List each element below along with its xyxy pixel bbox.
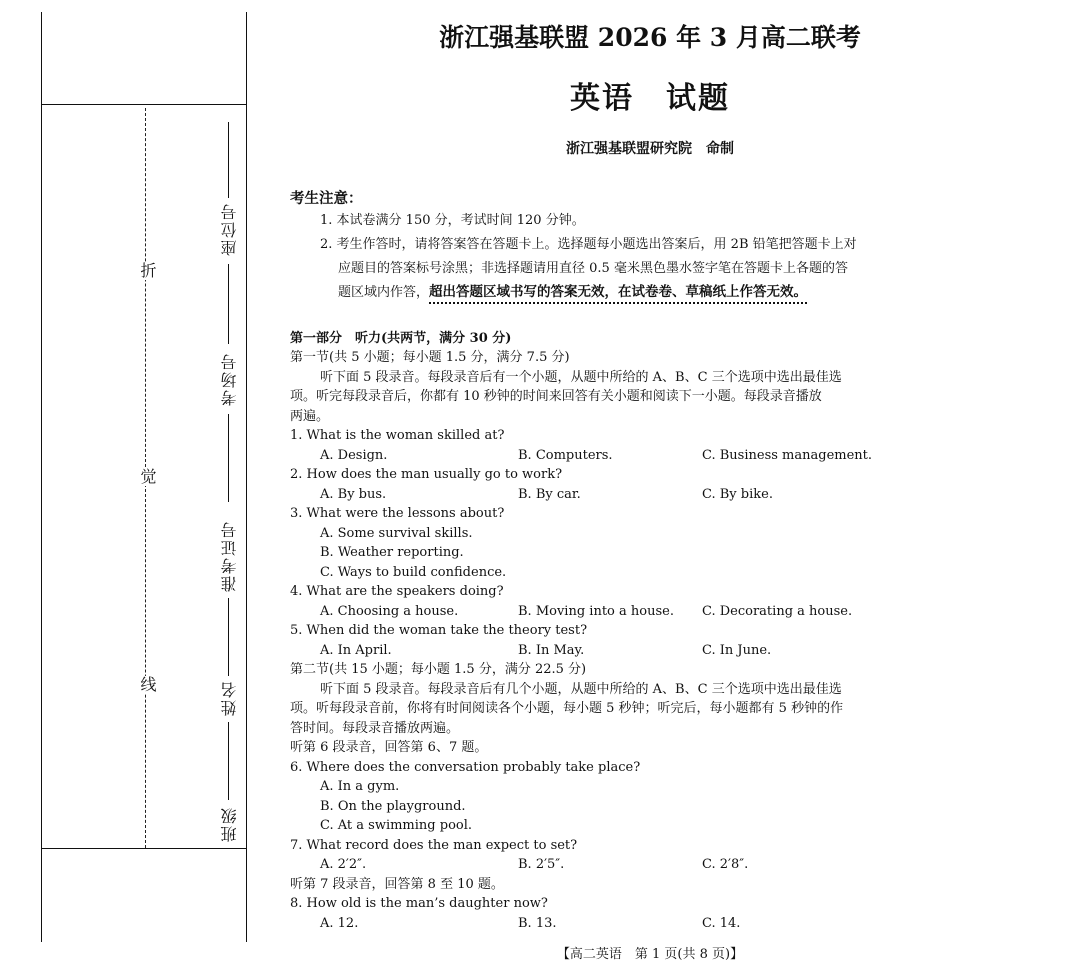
question-5: 5. When did the woman take the theory test? xyxy=(290,623,588,638)
ticket-label: 准考证号 xyxy=(220,520,239,592)
notice-item-2-line-3-plain: 题区域内作答， xyxy=(338,285,430,300)
maker-line: 浙江强基联盟研究院 命制 xyxy=(566,141,734,157)
seat-label: 座位号 xyxy=(220,202,239,256)
name-label: 姓名 xyxy=(220,680,239,716)
room-label: 考场号 xyxy=(220,352,239,406)
section1-instruction-2: 项。听完每段录音后，你都有 10 秒钟的时间来回答有关小题和阅读下一小题。每段录音播放 xyxy=(290,389,822,404)
margin-bottom-divider xyxy=(41,848,247,849)
q8-option-a: A. 12. xyxy=(320,916,359,931)
q1-option-a: A. Design. xyxy=(320,448,388,463)
margin-left-border xyxy=(41,12,42,942)
q6-option-b: B. On the playground. xyxy=(320,799,466,814)
q4-option-b: B. Moving into a house. xyxy=(518,604,674,619)
section2-heading: 第二节(共 15 小题；每小题 1.5 分，满分 22.5 分) xyxy=(290,662,587,677)
question-6: 6. Where does the conversation probably take place? xyxy=(290,760,641,775)
q1-option-c: C. Business management. xyxy=(702,448,873,463)
question-7: 7. What record does the man expect to set? xyxy=(290,838,578,853)
question-4: 4. What are the speakers doing? xyxy=(290,584,504,599)
notice-heading: 考生注意： xyxy=(290,191,363,207)
margin-top-divider xyxy=(41,104,247,105)
q3-option-b: B. Weather reporting. xyxy=(320,545,464,560)
segment-7-instruction: 听第 7 段录音，回答第 8 至 10 题。 xyxy=(290,877,504,892)
question-8: 8. How old is the man’s daughter now? xyxy=(290,896,548,911)
q6-option-c: C. At a swimming pool. xyxy=(320,818,473,833)
notice-item-2-line-3 xyxy=(338,283,807,303)
q3-option-c: C. Ways to build confidence. xyxy=(320,565,507,580)
question-1: 1. What is the woman skilled at? xyxy=(290,428,505,443)
q4-option-a: A. Choosing a house. xyxy=(320,604,459,619)
notice-item-2-line-1: 2. 考生作答时，请将答案答在答题卡上。选择题每小题选出答案后，用 2B 铅笔把答题卡上对 xyxy=(320,237,857,252)
notice-emphasis: 超出答题区域书写的答案无效，在试卷卷、草稿纸上作答无效。 xyxy=(429,284,807,304)
q7-option-b: B. 2′5″. xyxy=(518,857,565,872)
section2-instruction-2: 项。听每段录音前，你将有时间阅读各个小题，每小题 5 秒钟；听完后，每小题都有 5 秒钟的作 xyxy=(290,701,844,716)
section1-heading: 第一节(共 5 小题；每小题 1.5 分，满分 7.5 分) xyxy=(290,350,570,365)
section1-instruction-3: 两遍。 xyxy=(290,409,330,424)
room-blank-line[interactable] xyxy=(228,414,229,502)
subject-title: 英语 试题 xyxy=(570,81,730,116)
notice-item-1: 1. 本试卷满分 150 分，考试时间 120 分钟。 xyxy=(320,213,585,228)
q3-option-a: A. Some survival skills. xyxy=(320,526,473,541)
q8-option-c: C. 14. xyxy=(702,916,741,931)
margin-right-border xyxy=(246,12,247,942)
q7-option-a: A. 2′2″. xyxy=(320,857,367,872)
q1-option-b: B. Computers. xyxy=(518,448,613,463)
page-footer: 【高二英语 第 1 页(共 8 页)】 xyxy=(556,947,744,962)
question-2: 2. How does the man usually go to work? xyxy=(290,467,563,482)
q7-option-c: C. 2′8″. xyxy=(702,857,749,872)
q2-option-b: B. By car. xyxy=(518,487,581,502)
question-3: 3. What were the lessons about? xyxy=(290,506,505,521)
segment-6-instruction: 听第 6 段录音，回答第 6、7 题。 xyxy=(290,740,488,755)
section2-instruction-1: 听下面 5 段录音。每段录音后有几个小题，从题中所给的 A、B、C 三个选项中选出最佳选 xyxy=(320,682,842,697)
name-blank-line[interactable] xyxy=(228,722,229,800)
fold-char-1: 折 xyxy=(138,262,157,280)
fold-char-2: 觉 xyxy=(138,468,157,486)
part1-heading: 第一部分 听力(共两节，满分 30 分) xyxy=(290,331,512,346)
q8-option-b: B. 13. xyxy=(518,916,557,931)
seat-blank-line[interactable] xyxy=(228,122,229,198)
section1-instruction-1: 听下面 5 段录音。每段录音后有一个小题，从题中所给的 A、B、C 三个选项中选出最佳选 xyxy=(320,370,842,385)
q6-option-a: A. In a gym. xyxy=(320,779,400,794)
q2-option-a: A. By bus. xyxy=(320,487,387,502)
ticket-blank-line[interactable] xyxy=(228,598,229,676)
q5-option-b: B. In May. xyxy=(518,643,585,658)
q2-option-c: C. By bike. xyxy=(702,487,773,502)
q5-option-c: C. In June. xyxy=(702,643,772,658)
q4-option-c: C. Decorating a house. xyxy=(702,604,853,619)
exam-title: 浙江强基联盟 2026 年 3 月高二联考 xyxy=(439,23,861,52)
fold-char-3: 线 xyxy=(138,676,157,694)
class-label: 班级 xyxy=(220,806,239,842)
q5-option-a: A. In April. xyxy=(320,643,392,658)
seat-blank-line-2 xyxy=(228,264,229,344)
section2-instruction-3: 答时间。每段录音播放两遍。 xyxy=(290,721,460,736)
notice-item-2-line-2: 应题目的答案标号涂黑；非选择题请用直径 0.5 毫米黑色墨水签字笔在答题卡上各题的答 xyxy=(338,261,848,276)
